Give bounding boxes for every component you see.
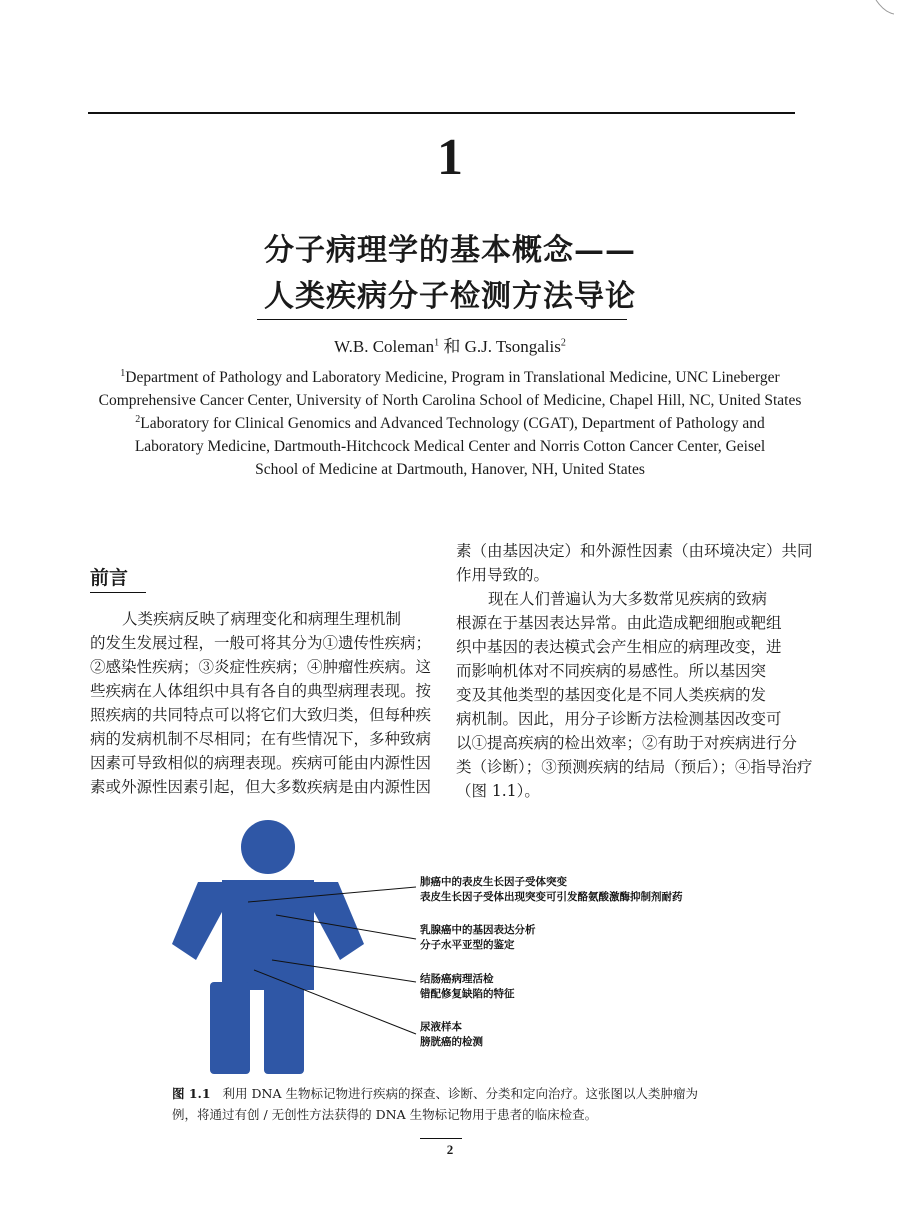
section-heading-underline [90, 592, 146, 593]
right-line-2: 作用导致的。 [456, 566, 550, 584]
callout-labels [419, 875, 683, 1048]
label-4-detail: 膀胱癌的检测 [420, 1036, 483, 1048]
left-line-5: 照疾病的共同特点可以将它们大致归类，但每种疾 [90, 706, 432, 724]
page-number-rule [420, 1138, 462, 1139]
affiliation-2-mark: 2 [135, 413, 141, 425]
figure-1-1-diagram [160, 820, 740, 1085]
right-line-6: 而影响机体对不同疾病的易感性。所以基因突 [456, 662, 767, 680]
affiliation-1-text: Department of Pathology and Laboratory Medicine, Program in Translational Medicine, UNC Lineberger [125, 369, 780, 386]
chapter-title-line-2: 人类疾病分子检测方法导论 [264, 279, 636, 314]
label-1-title: 肺癌中的表皮生长因子受体突变 [420, 876, 567, 888]
right-line-4: 根源在于基因表达异常。由此造成靶细胞或靶组 [456, 614, 782, 632]
page-number: 2 [446, 1142, 454, 1157]
left-line-2: 的发生发展过程，一般可将其分为①遗传性疾病； [90, 634, 432, 652]
author-2-affiliation-mark: 2 [560, 337, 566, 349]
affiliation-line-3 [0, 412, 900, 435]
section-heading: 前言 [90, 567, 129, 589]
author-1: W.B. Coleman [334, 337, 435, 356]
page-corner-mark [872, 0, 894, 16]
author-conjunction: 和 [439, 337, 465, 356]
right-line-10: 类（诊断）；③预测疾病的结局（预后）；④指导治疗 [456, 758, 813, 776]
affiliation-line-1 [0, 366, 900, 389]
right-line-8: 病机制。因此，用分子诊断方法检测基因改变可 [456, 710, 782, 728]
right-line-11: （图 1.1）。 [456, 782, 540, 800]
human-figure-icon [172, 820, 364, 1074]
affiliation-2-text: Laboratory for Clinical Genomics and Advanced Technology (CGAT), Department of Pathology and [140, 415, 765, 432]
label-4-title: 尿液样本 [420, 1021, 462, 1033]
right-line-9: 以①提高疾病的检出效率；②有助于对疾病进行分 [456, 734, 798, 752]
figure-caption-line-1 [172, 1084, 698, 1104]
affiliation-1-mark: 1 [120, 367, 126, 379]
label-1-detail: 表皮生长因子受体出现突变可引发酪氨酸激酶抑制剂耐药 [420, 891, 683, 903]
right-line-5: 织中基因的表达模式会产生相应的病理改变，进 [456, 638, 782, 656]
chapter-top-rule [88, 112, 795, 114]
label-2-detail: 分子水平亚型的鉴定 [420, 939, 515, 951]
left-line-1: 人类疾病反映了病理变化和病理生理机制 [122, 610, 402, 628]
figure-caption-label: 图 1.1 [172, 1086, 211, 1101]
label-3-detail: 错配修复缺陷的特征 [420, 988, 515, 1000]
right-line-7: 变及其他类型的基因变化是不同人类疾病的发 [456, 686, 767, 704]
left-line-8: 素或外源性因素引起，但大多数疾病是由内源性因 [90, 778, 432, 796]
right-line-1: 素（由基因决定）和外源性因素（由环境决定）共同 [456, 542, 813, 560]
title-underline [257, 319, 627, 320]
figure-caption-line-2: 例，将通过有创 / 无创性方法获得的 DNA 生物标记物用于患者的临床检查。 [172, 1107, 598, 1122]
authors [0, 336, 900, 358]
affiliation-line-5: School of Medicine at Dartmouth, Hanover, NH, United States [255, 461, 645, 478]
author-1-affiliation-mark: 1 [434, 337, 440, 349]
left-line-4: 些疾病在人体组织中具有各自的典型病理表现。按 [90, 682, 432, 700]
affiliation-line-4: Laboratory Medicine, Dartmouth-Hitchcock Medical Center and Norris Cotton Cancer Center, Geisel [134, 438, 766, 455]
label-3-title: 结肠癌病理活检 [420, 973, 494, 985]
chapter-number: 1 [437, 129, 463, 186]
left-line-6: 病的发病机制不尽相同；在有些情况下，多种致病 [90, 730, 432, 748]
left-line-3: ②感染性疾病；③炎症性疾病；④肿瘤性疾病。这 [90, 658, 432, 676]
right-line-3: 现在人们普遍认为大多数常见疾病的致病 [488, 590, 768, 608]
figure-caption-text-1: 利用 DNA 生物标记物进行疾病的探查、诊断、分类和定向治疗。这张图以人类肿瘤为 [222, 1086, 698, 1101]
chapter-title-line-1: 分子病理学的基本概念—— [264, 233, 636, 268]
left-line-7: 因素可导致相似的病理表现。疾病可能由内源性因 [90, 754, 432, 772]
author-2: G.J. Tsongalis [464, 337, 561, 356]
label-2-title: 乳腺癌中的基因表达分析 [420, 924, 536, 936]
affiliation-line-2: Comprehensive Cancer Center, University of North Carolina School of Medicine, Chapel Hill, NC, United States [98, 392, 802, 409]
